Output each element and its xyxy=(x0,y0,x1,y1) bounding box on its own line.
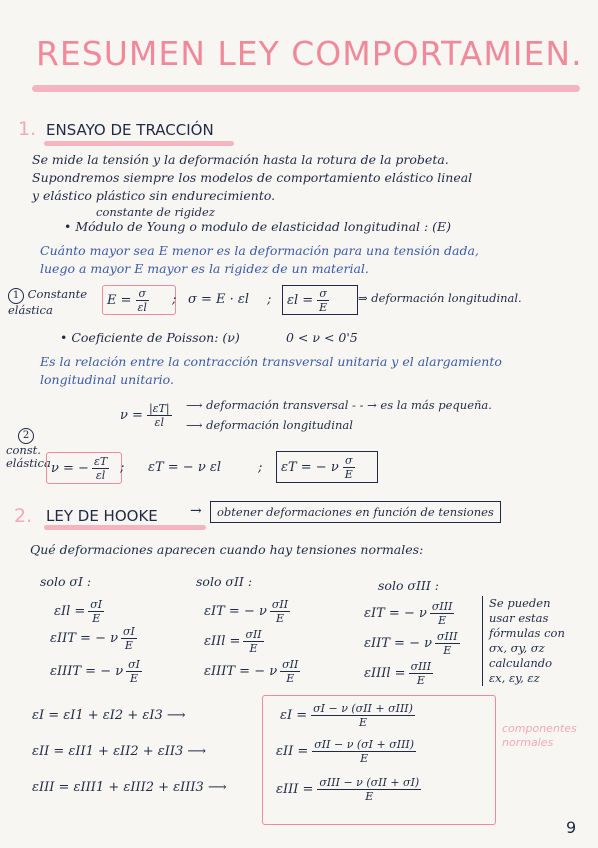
young-explain-2: luego a mayor E mayor es la rigidez de un material. xyxy=(40,261,369,276)
formula-box-poisson: ν = − $\frac{\varepsilon T}{\varepsilon l}$ xyxy=(46,452,122,484)
componentes-normales-label: componentes normales xyxy=(502,722,577,749)
circled-number-2: 2 xyxy=(18,428,34,444)
nu-note-1: ⟶ deformación transversal - - → es la más pequeña. xyxy=(186,398,492,412)
section2-underline xyxy=(44,525,206,530)
col2-eq1: εIT = − ν $\frac{\text{σII}}{E}$ xyxy=(204,598,289,625)
bullet-young: • Módulo de Young o modulo de elasticidad longitudinal : (E) xyxy=(64,219,452,234)
result-eps-1: εI = $\frac{\text{σI − ν (σII + σIII)}}{E}$ xyxy=(280,702,413,729)
formula-box-epsilon: εl = $\frac{\sigma}{E}$ xyxy=(282,285,358,315)
col2-heading: solo σII : xyxy=(196,574,253,589)
young-explain-1: Cuánto mayor sea E menor es la deformación para una tensión dada, xyxy=(40,243,479,258)
poisson-range: 0 < ν < 0'5 xyxy=(286,330,358,345)
formula-box-eps-t: εT = − ν $\frac{\sigma}{E}$ xyxy=(276,451,378,483)
col3-eq2: εIIT = − ν $\frac{\text{σIII}}{E}$ xyxy=(364,630,458,657)
poisson-explain-1: Es la relación entre la contracción transversal unitaria y el alargamiento xyxy=(40,354,502,369)
rigidez-note: constante de rigidez xyxy=(96,205,215,219)
col3-eq3: εIIIl = $\frac{\text{σIII}}{E}$ xyxy=(364,660,432,687)
col1-heading: solo σI : xyxy=(40,574,92,589)
col1-eq2: εIIT = − ν $\frac{\sigma I}{E}$ xyxy=(50,625,135,652)
result-eps-2: εII = $\frac{\text{σII − ν (σI + σIII)}}{E}$ xyxy=(276,738,415,765)
s1-line2: Supondremos siempre los modelos de comportamiento elástico lineal xyxy=(32,170,473,185)
const-label-2: 2 const. elástica xyxy=(6,430,51,470)
section2-number: 2. xyxy=(14,505,33,527)
formula-sigma: σ = E · εl xyxy=(188,292,250,307)
s1-line1: Se mide la tensión y la deformación hasta la rotura de la probeta. xyxy=(32,152,449,167)
formula-box-young: E = $\frac{\sigma}{\varepsilon l}$ xyxy=(102,285,176,315)
col1-eq1: εIl = $\frac{\sigma I}{E}$ xyxy=(54,598,103,625)
hooke-purpose-box: obtener deformaciones en función de tensiones xyxy=(210,501,501,523)
poisson-explain-2: longitudinal unitario. xyxy=(40,372,174,387)
section1-heading: ENSAYO DE TRACCIÓN xyxy=(46,121,214,139)
sum-eps-2: εII = εII1 + εII2 + εII3 ⟶ xyxy=(32,744,207,759)
s1-line3: y elástico plástico sin endurecimiento. xyxy=(32,188,276,203)
title-underline xyxy=(32,85,580,92)
section1-underline xyxy=(44,141,234,146)
notes-page: RESUMEN LEY COMPORTAMIEN. 1. ENSAYO DE TRACCIÓN Se mide la tensión y la deformación hasta la rotura de la probeta. Supondremos siempre los modelos de comportamiento elástico lineal y elástico plástico sin endurecimiento. constante de rigidez • Módulo de Young o modulo de elasticidad longitudinal : (E) Cuánto mayor sea E menor es la deformación para una tensión dada, luego a mayor E mayor es la rigidez de un material. 1 Constante elástica E = $\frac{\sigma}{\varepsilon l}$ ; σ = E · εl ; εl = $\frac{\sigma}{E}$ ⇒ deformación longitudinal. • Coeficiente de Poisson: (ν) 0 < ν < 0'5 Es la relación entre la contracción transversal unitaria y el alargamiento longitudinal unitario. ν = $\frac{|\varepsilon T|}{\varepsilon l}$ ⟶ deformación transversal - - → es la más pequeña. ⟶ deformación longitudinal 2 const. elástica ν = − $\frac{\varepsilon T}{\varepsilon l}$ ; εT = − ν εl ; εT = − ν $\frac{\sigma}{E}$ 2. LEY DE HOOKE → obtener deformaciones en función de tensiones Qué deformaciones aparecen cuando hay tensiones normales: solo σI : solo σII : solo σIII : εIl = $\frac{\sigma I}{E}$ εIIT = − ν $\frac{\sigma I}{E}$ εIIIT = − ν $\frac{\sigma I}{E}$ εIT = − ν $\frac{\text{σII}}{E}$ εIIl = $\frac{\text{σII}}{E}$ εIIIT = − ν $\frac{\text{σII}}{E}$ εIT = − ν $\frac{\text{σIII}}{E}$ εIIT = − ν $\frac{\text{σIII}}{E}$ εIIIl = $\frac{\text{σIII}}{E}$ Se pueden usar estas fórmulas con σx, σy, σz calculando εx, εy, εz εI = εI1 + εI2 + εI3 ⟶ εII = εII1 + εII2 + εII3 ⟶ εIII = εIII1 + εIII2 + εIII3 ⟶ εI = $\frac{\text{σI − ν (σII + σIII)}}{E}$ εII = $\frac{\text{σII − ν (σI + σIII)}}{E}$ εIII = $\frac{\text{σIII − ν (σII + σI)}}{E}$ componentes normales 9 xyxy=(6,34,583,837)
bullet-poisson: • Coeficiente de Poisson: (ν) xyxy=(60,330,240,345)
page-title: RESUMEN LEY COMPORTAMIEN. xyxy=(36,34,583,73)
section2-heading: LEY DE HOOKE xyxy=(46,507,158,525)
nu-note-2: ⟶ deformación longitudinal xyxy=(186,418,353,432)
col3-heading: solo σIII : xyxy=(378,578,439,593)
const-label-1: 1 Constante elástica xyxy=(8,287,87,317)
sum-eps-1: εI = εI1 + εI2 + εI3 ⟶ xyxy=(32,708,186,723)
col2-eq3: εIIIT = − ν $\frac{\text{σII}}{E}$ xyxy=(204,658,299,685)
deformacion-longitudinal-note: ⇒ deformación longitudinal. xyxy=(358,291,522,305)
result-eps-3: εIII = $\frac{\text{σIII − ν (σII + σI)}}{E}$ xyxy=(276,776,420,803)
section1-number: 1. xyxy=(18,118,37,140)
col2-eq2: εIIl = $\frac{\text{σII}}{E}$ xyxy=(204,628,262,655)
page-number: 9 xyxy=(566,818,577,837)
side-note: Se pueden usar estas fórmulas con σx, σy, σz calculando εx, εy, εz xyxy=(482,596,565,686)
circled-number-1: 1 xyxy=(8,288,24,304)
sum-eps-3: εIII = εIII1 + εIII2 + εIII3 ⟶ xyxy=(32,780,227,795)
poisson-formula: ν = $\frac{|\varepsilon T|}{\varepsilon l}$ xyxy=(120,402,170,429)
col1-eq3: εIIIT = − ν $\frac{\sigma I}{E}$ xyxy=(50,658,140,685)
formula-eps-t: εT = − ν εl xyxy=(148,460,221,475)
hooke-question: Qué deformaciones aparecen cuando hay tensiones normales: xyxy=(30,542,424,557)
col3-eq1: εIT = − ν $\frac{\text{σIII}}{E}$ xyxy=(364,600,453,627)
